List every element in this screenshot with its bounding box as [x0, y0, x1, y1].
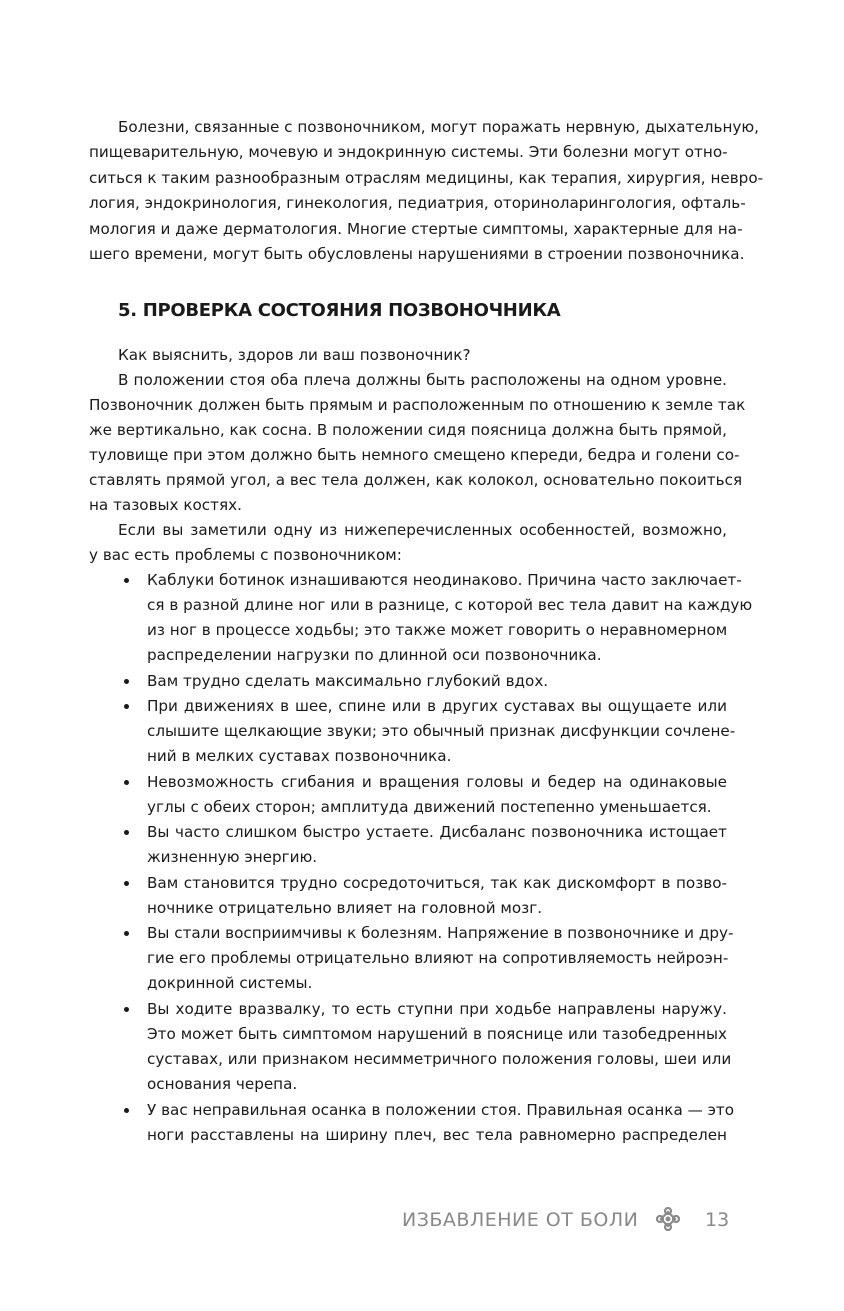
- text-line: Вы ходите вразвалку, то есть ступни при ходьбе направлены наружу.: [147, 1000, 727, 1018]
- text-line: Вы часто слишком быстро устаете. Дисбаланс позвоночника истощает: [147, 823, 727, 841]
- text-line: У вас неправильная осанка в положении стоя. Правильная осанка — это: [147, 1101, 735, 1119]
- text-line: ноги расставлены на ширину плеч, вес тела равномерно распределен: [147, 1126, 727, 1144]
- endless-knot-icon: [656, 1207, 680, 1231]
- text-line: суставах, или признаком несимметричного положения головы, шеи или: [147, 1050, 732, 1068]
- text-line: основания черепа.: [147, 1075, 298, 1093]
- text-line: мология и даже дерматология. Многие стертые симптомы, характерные для на-: [89, 220, 743, 238]
- section-heading: 5. ПРОВЕРКА СОСТОЯНИЯ ПОЗВОНОЧНИКА: [118, 300, 561, 321]
- text-line: шего времени, могут быть обусловлены нарушениями в строении позвоночника.: [89, 245, 745, 263]
- text-line: Каблуки ботинок изнашиваются неодинаково. Причина часто заключает-: [147, 571, 742, 589]
- text-line: пищеварительную, мочевую и эндокринную системы. Эти болезни могут отно-: [89, 143, 728, 161]
- bullet-icon: [124, 578, 129, 583]
- bullet-icon: [124, 1108, 129, 1113]
- text-line: ний в мелких суставах позвоночника.: [147, 747, 452, 765]
- text-line: углы с обеих сторон; амплитуда движений постепенно уменьшается.: [147, 798, 712, 816]
- text-line: Вам трудно сделать максимально глубокий вдох.: [147, 672, 549, 690]
- question-line: Как выяснить, здоров ли ваш позвоночник?: [118, 346, 471, 364]
- bullet-icon: [124, 881, 129, 886]
- text-line: Это может быть симптомом нарушений в пояснице или тазобедренных: [147, 1025, 727, 1043]
- text-line: В положении стоя оба плеча должны быть расположены на одном уровне.: [118, 371, 727, 389]
- text-line: же вертикально, как сосна. В положении сидя поясница должна быть прямой,: [89, 421, 727, 439]
- text-line: докринной системы.: [147, 974, 313, 992]
- text-line: у вас есть проблемы с позвоночником:: [89, 546, 402, 564]
- bullet-icon: [124, 1007, 129, 1012]
- text-line: жизненную энергию.: [147, 848, 318, 866]
- bullet-icon: [124, 830, 129, 835]
- text-line: Невозможность сгибания и вращения головы и бедер на одинаковые: [147, 773, 727, 791]
- text-line: ся в разной длине ног или в разнице, с которой вес тела давит на каждую: [147, 596, 753, 614]
- text-line: Если вы заметили одну из нижеперечисленных особенностей, возможно,: [118, 521, 727, 539]
- text-line: ночнике отрицательно влияет на головной мозг.: [147, 899, 543, 917]
- text-line: Вы стали восприимчивы к болезням. Напряжение в позвоночнике и дру-: [147, 924, 734, 942]
- text-line: гие его проблемы отрицательно влияют на сопротивляемость нейроэн-: [147, 949, 729, 967]
- text-line: ситься к таким разнообразным отраслям медицины, как терапия, хирургия, невро-: [89, 169, 764, 187]
- text-line: При движениях в шее, спине или в других суставах вы ощущаете или: [147, 697, 727, 715]
- text-line: из ног в процессе ходьбы; это также может говорить о неравномерном: [147, 621, 728, 639]
- page-number: 13: [705, 1209, 730, 1231]
- text-line: туловище при этом должно быть немного смещено кпереди, бедра и голени со-: [89, 446, 740, 464]
- bullet-icon: [124, 931, 129, 936]
- text-line: Вам становится трудно сосредоточиться, так как дискомфорт в позво-: [147, 874, 727, 892]
- text-line: логия, эндокринология, гинекология, педиатрия, оториноларингология, офталь-: [89, 194, 746, 212]
- running-title: ИЗБАВЛЕНИЕ ОТ БОЛИ: [402, 1209, 639, 1231]
- text-line: распределении нагрузки по длинной оси позвоночника.: [147, 646, 602, 664]
- text-line: ставлять прямой угол, а вес тела должен, как колокол, основательно покоиться: [89, 471, 743, 489]
- bullet-icon: [124, 679, 129, 684]
- text-line: Болезни, связанные с позвоночником, могут поражать нервную, дыхательную,: [118, 118, 759, 136]
- text-line: Позвоночник должен быть прямым и расположенным по отношению к земле так: [89, 396, 746, 414]
- text-line: слышите щелкающие звуки; это обычный признак дисфункции сочлене-: [147, 722, 736, 740]
- bullet-icon: [124, 704, 129, 709]
- text-line: на тазовых костях.: [89, 496, 242, 514]
- bullet-icon: [124, 780, 129, 785]
